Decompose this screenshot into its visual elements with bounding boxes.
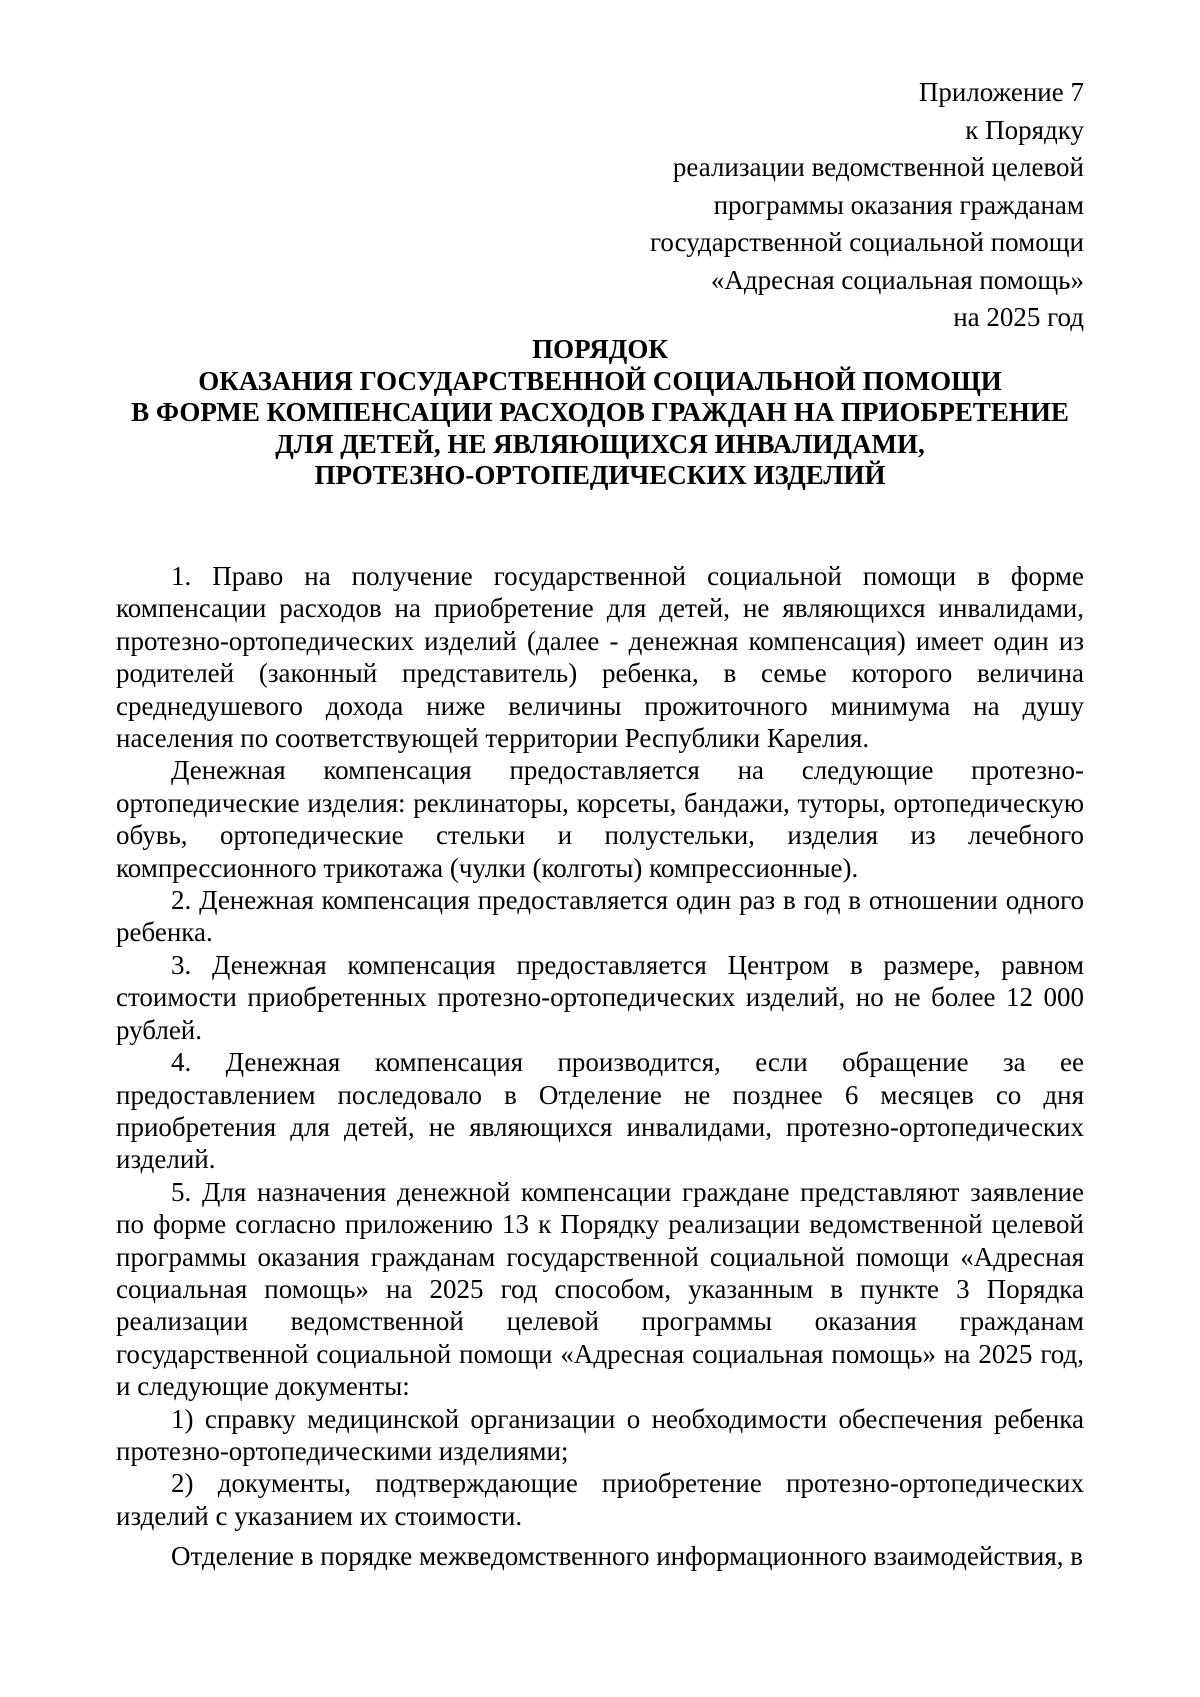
paragraph-5-item-2: 2) документы, подтверждающие приобретение протезно-ортопедических изделий с указанием их стоимости. — [116, 1468, 1084, 1531]
appendix-line: Приложение 7 — [918, 77, 1084, 107]
paragraph-5-item-1: 1) справку медицинской организации о необходимости обеспечения ребенка протезно-ортопедическими изделиями; — [116, 1403, 1084, 1466]
paragraph-3: 3. Денежная компенсация предоставляется Центром в размере, равном стоимости приобретенных протезно-ортопедических изделий, но не более 12 000 рублей. — [116, 949, 1084, 1045]
appendix-header — [650, 74, 1084, 337]
document-body — [116, 560, 1084, 1573]
paragraph-4: 4. Денежная компенсация производится, если обращение за ее предоставлением последовало в Отделение не позднее 6 месяцев со дня приобретения для детей, не являющихся инвалидами, протезно-ортопедических изделий. — [116, 1047, 1084, 1175]
title-line: ОКАЗАНИЯ ГОСУДАРСТВЕННОЙ СОЦИАЛЬНОЙ ПОМОЩИ — [198, 365, 1002, 396]
appendix-line: государственной социальной помощи — [650, 227, 1084, 257]
appendix-line: реализации ведомственной целевой — [672, 152, 1084, 182]
title-line: ДЛЯ ДЕТЕЙ, НЕ ЯВЛЯЮЩИХСЯ ИНВАЛИДАМИ, — [275, 428, 925, 459]
paragraph-5: 5. Для назначения денежной компенсации граждане представляют заявление по форме согласно приложению 13 к Порядку реализации ведомственной целевой программы оказания гражданам государственной социальной помощи «Адресная социальная помощь» на 2025 год способом, указанным в пункте 3 Порядка реализации ведомственной целевой программы оказания гражданам государственной социальной помощи «Адресная социальная помощь» на 2025 год, и следующие документы: — [116, 1176, 1084, 1402]
paragraph-1: 1. Право на получение государственной социальной помощи в форме компенсации расходов на приобретение для детей, не являющихся инвалидами, протезно-ортопедических изделий (далее - денежная компенсация) имеет один из родителей (законный представитель) ребенка, в семье которого величина среднедушевого дохода ниже величины прожиточного минимума на душу населения по соответствующей территории Республики Карелия. — [116, 561, 1084, 754]
paragraph-2: 2. Денежная компенсация предоставляется один раз в год в отношении одного ребенка. — [116, 885, 1084, 948]
paragraph-continued: Отделение в порядке межведомственного информационного взаимодействия, в — [171, 1541, 1083, 1572]
title-line: ПРОТЕЗНО-ОРТОПЕДИЧЕСКИХ ИЗДЕЛИЙ — [314, 460, 886, 490]
paragraph-1-items: Денежная компенсация предоставляется на следующие протезно-ортопедические изделия: реклинаторы, корсеты, бандажи, туторы, ортопедическую обувь, ортопедические стельки и полустельки, изделия из лечебного компрессионного трикотажа (чулки (колготы) компрессионные). — [116, 755, 1084, 883]
appendix-line: «Адресная социальная помощь» — [710, 264, 1084, 295]
title-line: ПОРЯДОК — [532, 334, 668, 364]
title-line: В ФОРМЕ КОМПЕНСАЦИИ РАСХОДОВ ГРАЖДАН НА ПРИОБРЕТЕНИЕ — [131, 397, 1069, 427]
appendix-line: к Порядку — [965, 114, 1084, 145]
appendix-line: на 2025 год — [953, 302, 1084, 332]
document-title — [0, 334, 1200, 492]
appendix-line: программы оказания гражданам — [713, 189, 1084, 220]
